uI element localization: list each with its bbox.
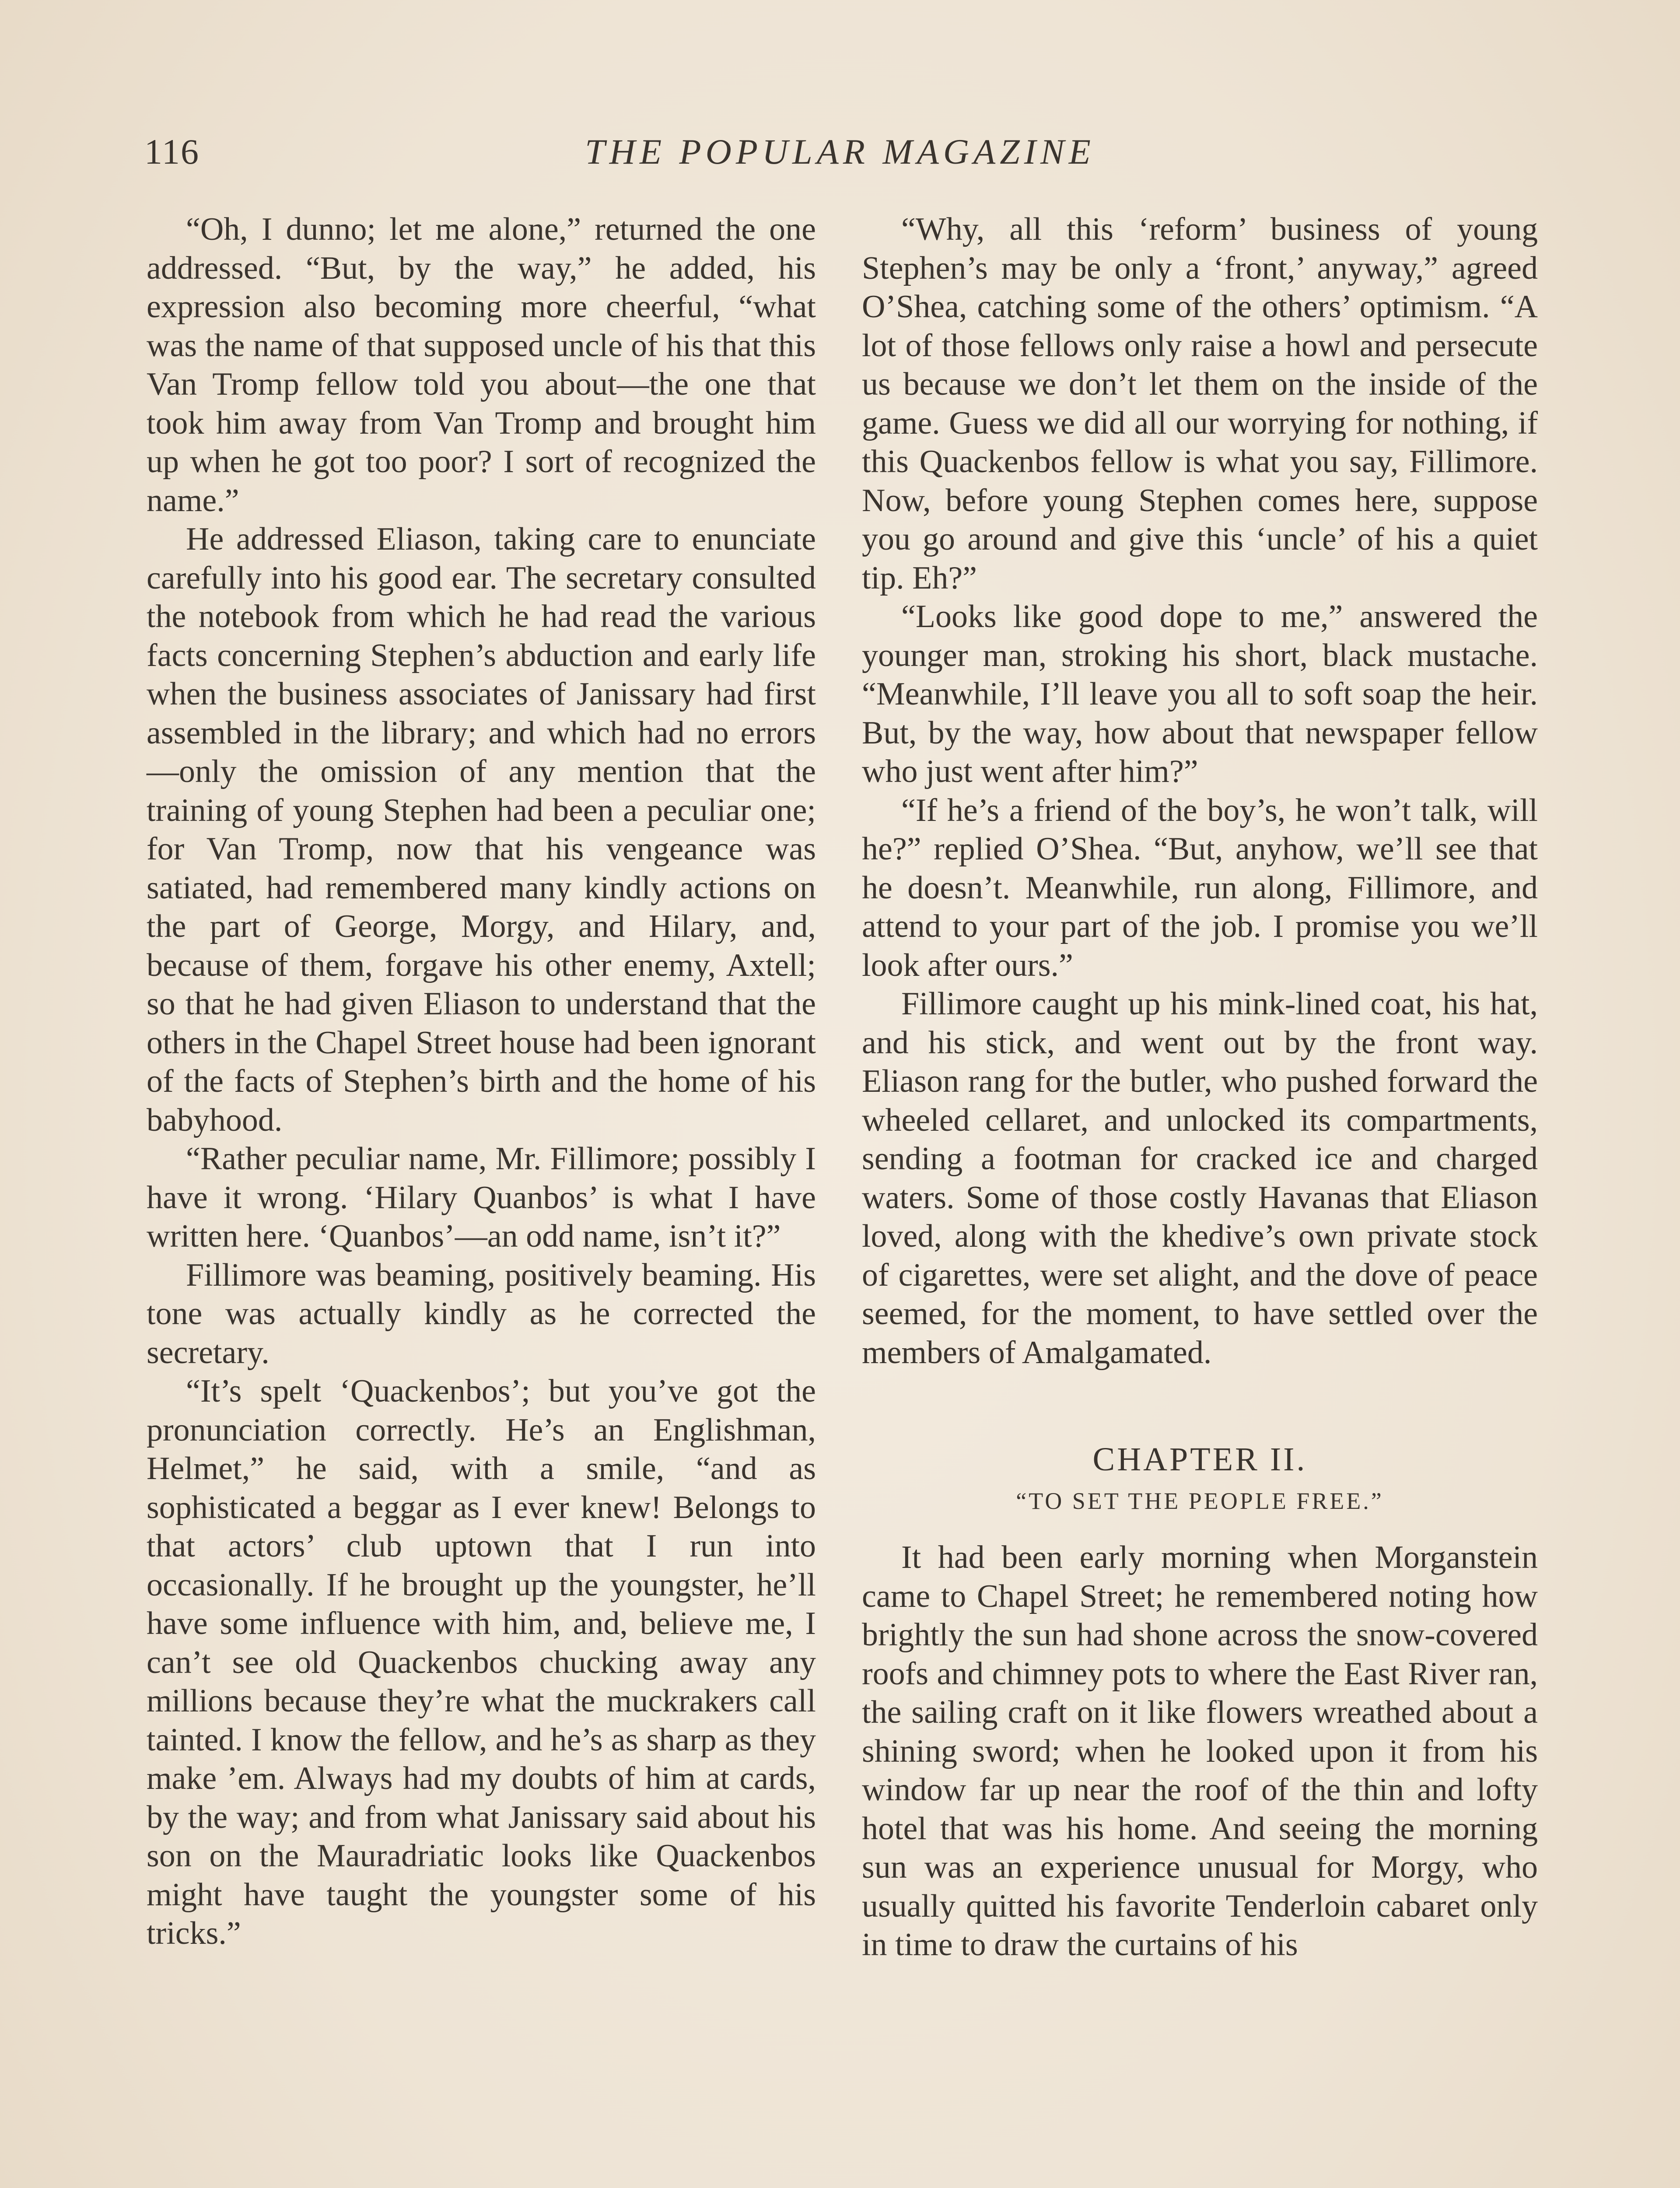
paragraph: “Looks like good dope to me,” answered the younger man, stroking his short, black mustache. “Meanwhile, I’ll leave you all to soft soap the heir. But, by the way, how about that newspaper fellow who just went after him?”	[862, 599, 1538, 789]
chapter-heading	[862, 1438, 1538, 1521]
paragraph: Fillimore was beaming, positively beaming. His tone was actually kindly as he corrected the secretary.	[147, 1257, 816, 1371]
left-column	[147, 210, 816, 1953]
right-column	[862, 210, 1538, 1964]
chapter-subtitle: “TO SET THE PEOPLE FREE.”	[1016, 1488, 1384, 1514]
paragraph: “Oh, I dunno; let me alone,” returned the one addressed. “But, by the way,” he added, his expression also becoming more cheerful, “what was the name of that supposed uncle of his that this Van Tromp fellow told you about—the one that took him away from Van Tromp and brought him up when he got too poor? I sort of recognized the name.”	[147, 211, 816, 519]
paragraph: He addressed Eliason, taking care to enunciate carefully into his good ear. The secretary consulted the notebook from which he had read the various facts concerning Stephen’s abduction and early life when the business associates of Janissary had first assembled in the library; and which had no errors —only the omission of any mention that the training of young Stephen had been a peculiar one; for Van Tromp, now that his vengeance was satiated, had remembered many kindly actions on the part of George, Morgy, and Hilary, and, because of them, forgave his other enemy, Axtell; so that he had given Eliason to understand that the others in the Chapel Street house had been ignorant of the facts of Stephen’s birth and the home of his babyhood.	[147, 521, 816, 1138]
paragraph: “It’s spelt ‘Quackenbos’; but you’ve got the pronunciation correctly. He’s an Englishman, Helmet,” he said, with a smile, “and as sophisticated a beggar as I ever knew! Belongs to that actors’ club uptown that I run into occasionally. If he brought up the youngster, he’ll have some influence with him, and, believe me, I can’t see old Quackenbos chucking away any millions because they’re what the muckrakers call tainted. I know the fellow, and he’s as sharp as they make ’em. Always had my doubts of him at cards, by the way; and from what Janissary said about his son on the Mauradriatic looks like Quackenbos might have taught the youngster some of his tricks.”	[147, 1373, 816, 1951]
chapter-title: CHAPTER II.	[1092, 1441, 1307, 1478]
paragraph: “Why, all this ‘reform’ business of young Stephen’s may be only a ‘front,’ anyway,” agreed O’Shea, catching some of the others’ optimism. “A lot of those fellows only raise a howl and persecute us because we don’t let them on the inside of the game. Guess we did all our worrying for nothing, if this Quackenbos fellow is what you say, Fillimore. Now, before young Stephen comes here, suppose you go around and give this ‘uncle’ of his a quiet tip. Eh?”	[862, 211, 1538, 596]
paragraph: “Rather peculiar name, Mr. Fillimore; possibly I have it wrong. ‘Hilary Quanbos’ is what I have written here. ‘Quanbos’—an odd name, isn’t it?”	[147, 1141, 816, 1254]
page-number: 116	[144, 132, 200, 172]
page-header	[144, 131, 1536, 179]
paragraph: “If he’s a friend of the boy’s, he won’t talk, will he?” replied O’Shea. “But, anyhow, we’ll see that he doesn’t. Meanwhile, run along, Fillimore, and attend to your part of the job. I promise you we’ll look after ours.”	[862, 792, 1538, 983]
running-title: THE POPULAR MAGAZINE	[585, 132, 1095, 172]
paragraph: It had been early morning when Morganstein came to Chapel Street; he remembered noting how brightly the sun had shone across the snow-covered roofs and chimney pots to where the East River ran, the sailing craft on it like flowers wreathed about a shining sword; when he looked upon it from his window far up near the roof of the thin and lofty hotel that was his home. And seeing the morning sun was an experience unusual for Morgy, who usually quitted his favorite Tenderloin cabaret only in time to draw the curtains of his	[862, 1539, 1538, 1963]
paragraph: Fillimore caught up his mink-lined coat, his hat, and his stick, and went out by the front way. Eliason rang for the butler, who pushed forward the wheeled cellaret, and unlocked its compartments, sending a footman for cracked ice and charged waters. Some of those costly Havanas that Eliason loved, along with the khedive’s own private stock of cigarettes, were set alight, and the dove of peace seemed, for the moment, to have settled over the members of Amalgamated.	[862, 986, 1538, 1371]
